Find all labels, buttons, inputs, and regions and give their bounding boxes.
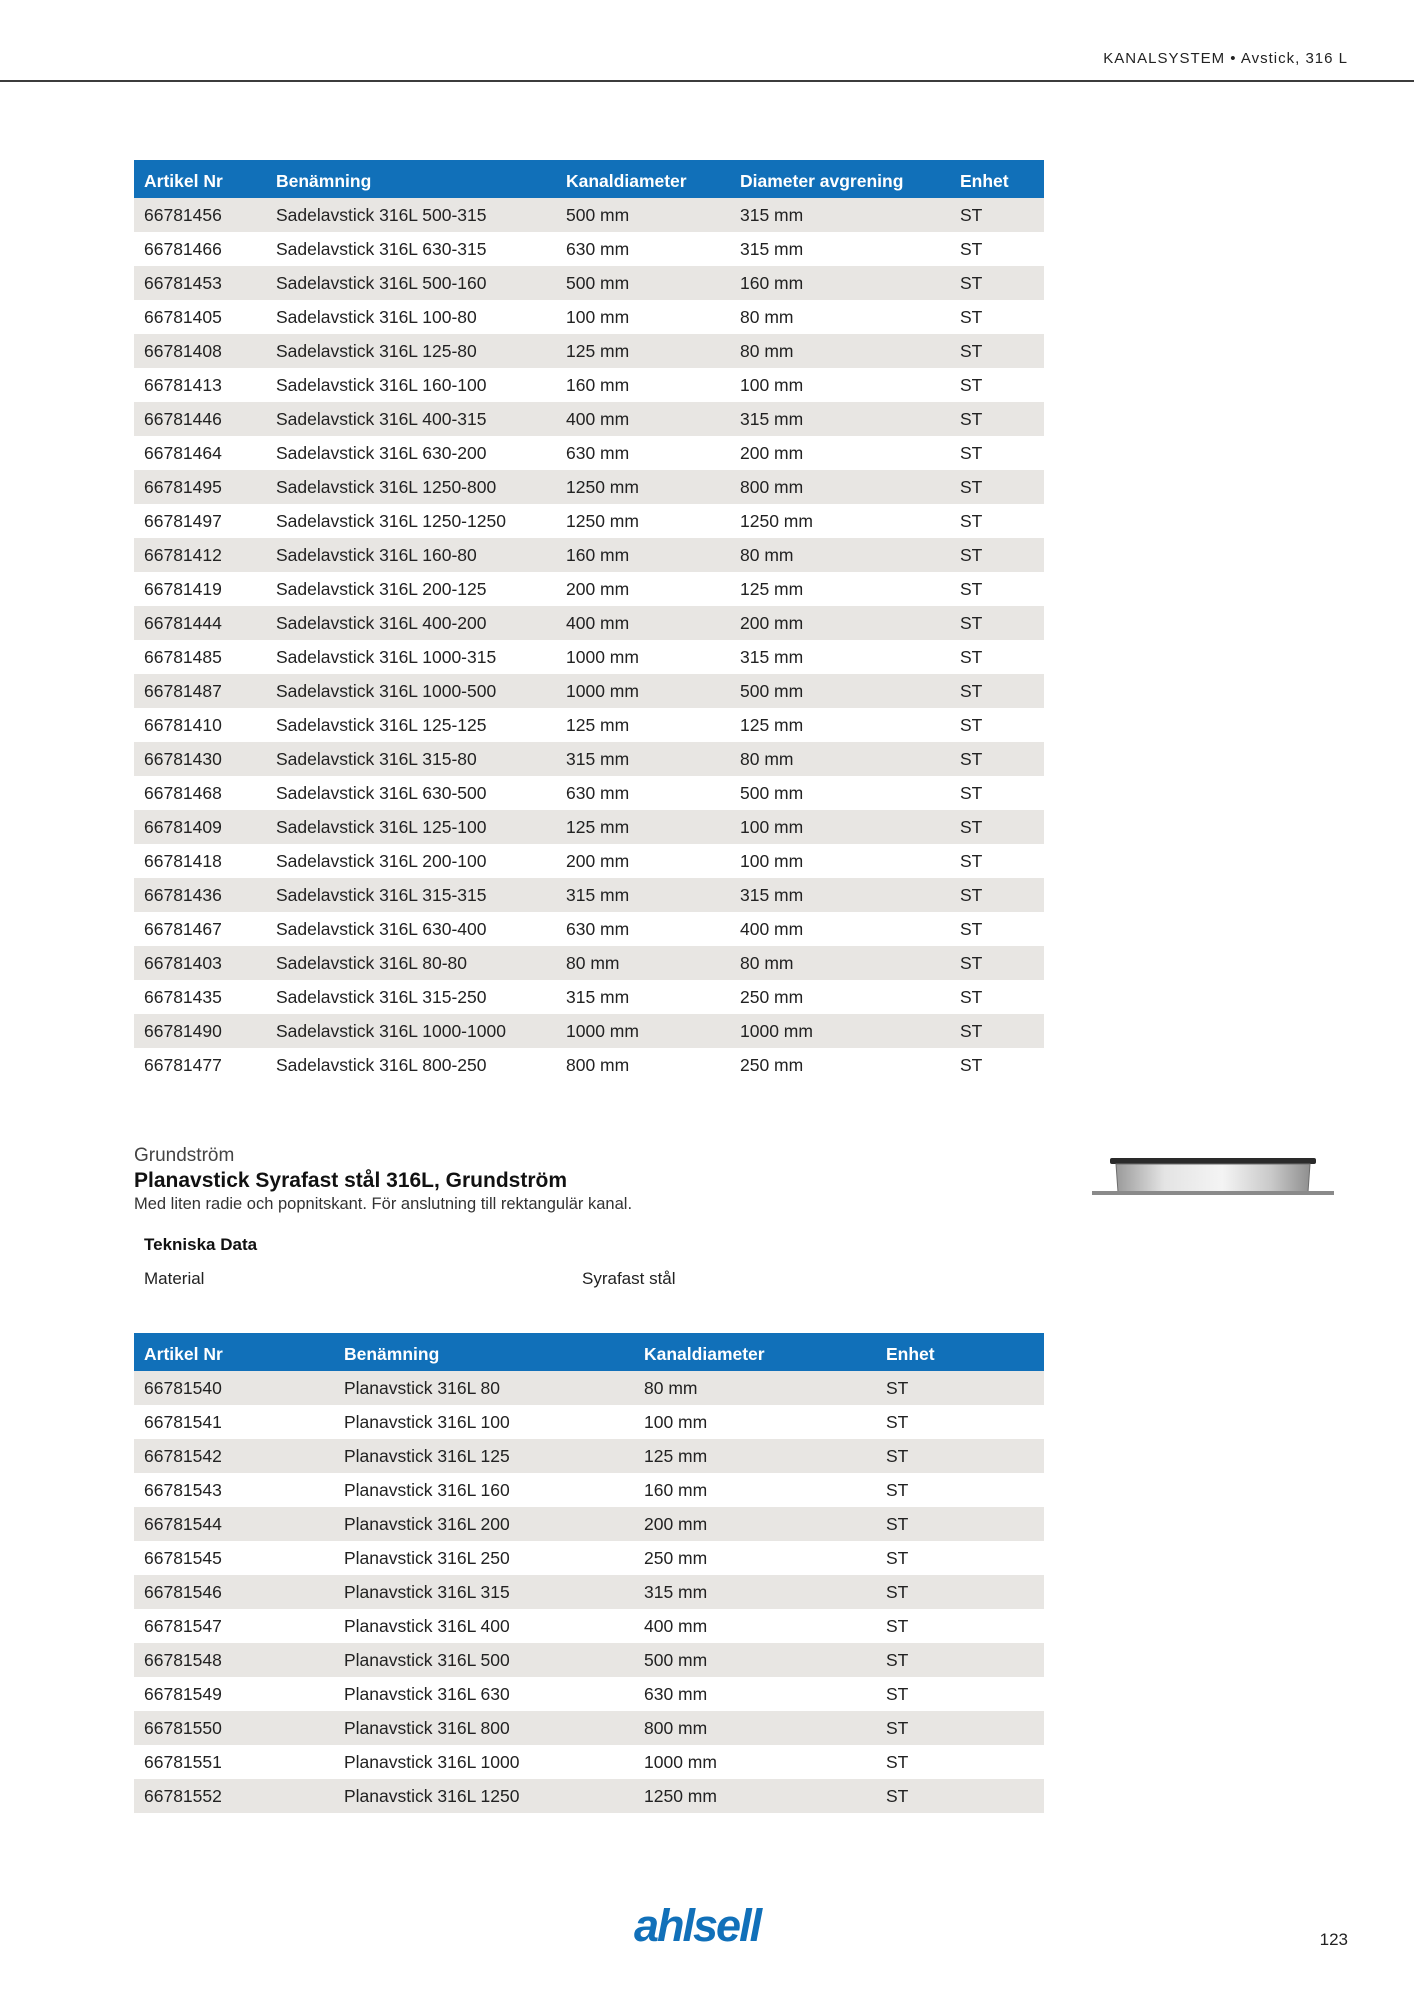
table-cell: 80 mm	[730, 946, 950, 980]
table-cell: Planavstick 316L 80	[334, 1371, 634, 1405]
table-cell: ST	[950, 232, 1044, 266]
table-cell: 80 mm	[730, 300, 950, 334]
table-cell: Sadelavstick 316L 100-80	[266, 300, 556, 334]
column-header: Kanaldiameter	[634, 1333, 876, 1371]
table-cell: ST	[876, 1541, 1044, 1575]
table-row	[134, 1711, 1044, 1745]
table-cell: Sadelavstick 316L 400-200	[266, 606, 556, 640]
table-cell: Sadelavstick 316L 315-315	[266, 878, 556, 912]
table-cell: 66781467	[134, 912, 266, 946]
table-cell: ST	[950, 606, 1044, 640]
table-row	[134, 1745, 1044, 1779]
table-cell: ST	[876, 1405, 1044, 1439]
table-row	[134, 1677, 1044, 1711]
table-cell: 66781552	[134, 1779, 334, 1813]
table-cell: Sadelavstick 316L 1000-1000	[266, 1014, 556, 1048]
column-header: Benämning	[334, 1333, 634, 1371]
table-cell: 200 mm	[730, 436, 950, 470]
table-cell: 1000 mm	[730, 1014, 950, 1048]
table-cell: ST	[950, 504, 1044, 538]
table-cell: Sadelavstick 316L 80-80	[266, 946, 556, 980]
table-cell: 1250 mm	[634, 1779, 876, 1813]
table-cell: ST	[950, 402, 1044, 436]
table-row	[134, 1014, 1044, 1048]
technical-data-value: Syrafast stål	[582, 1269, 676, 1288]
column-header: Artikel Nr	[134, 160, 266, 198]
table-cell: 1000 mm	[556, 640, 730, 674]
table-cell: 250 mm	[730, 1048, 950, 1082]
technical-data	[144, 1235, 944, 1299]
table-cell: ST	[876, 1643, 1044, 1677]
table-cell: 160 mm	[730, 266, 950, 300]
column-header: Benämning	[266, 160, 556, 198]
table-cell: 66781548	[134, 1643, 334, 1677]
table-cell: 66781544	[134, 1507, 334, 1541]
table-cell: ST	[950, 334, 1044, 368]
planavstick-table	[134, 1333, 1044, 1813]
table-cell: ST	[950, 368, 1044, 402]
table-cell: 315 mm	[730, 232, 950, 266]
table-cell: Sadelavstick 316L 1000-315	[266, 640, 556, 674]
table-cell: 66781549	[134, 1677, 334, 1711]
column-header: Artikel Nr	[134, 1333, 334, 1371]
table-cell: Planavstick 316L 1000	[334, 1745, 634, 1779]
table-row	[134, 504, 1044, 538]
table-cell: 66781446	[134, 402, 266, 436]
table-cell: 1250 mm	[556, 504, 730, 538]
table-cell: 315 mm	[730, 198, 950, 232]
table-cell: 160 mm	[556, 538, 730, 572]
table-cell: Sadelavstick 316L 125-125	[266, 708, 556, 742]
table-row	[134, 878, 1044, 912]
table-cell: 66781550	[134, 1711, 334, 1745]
table-cell: 630 mm	[556, 912, 730, 946]
table-cell: Planavstick 316L 1250	[334, 1779, 634, 1813]
table-row	[134, 1048, 1044, 1082]
table-row	[134, 1371, 1044, 1405]
table-cell: 400 mm	[556, 606, 730, 640]
table-row	[134, 1507, 1044, 1541]
table-cell: 66781410	[134, 708, 266, 742]
table-cell: 315 mm	[634, 1575, 876, 1609]
table-cell: 400 mm	[556, 402, 730, 436]
table-cell: 66781551	[134, 1745, 334, 1779]
table-cell: 66781547	[134, 1609, 334, 1643]
table-cell: 66781405	[134, 300, 266, 334]
table-cell: Sadelavstick 316L 1250-800	[266, 470, 556, 504]
table-row	[134, 912, 1044, 946]
table-header-row	[134, 160, 1044, 198]
table-cell: ST	[876, 1473, 1044, 1507]
table-cell: 66781543	[134, 1473, 334, 1507]
table-cell: Sadelavstick 316L 630-400	[266, 912, 556, 946]
table-cell: ST	[950, 708, 1044, 742]
table-cell: 66781453	[134, 266, 266, 300]
header-divider	[0, 80, 1414, 82]
table-cell: Planavstick 316L 630	[334, 1677, 634, 1711]
planavstick-product-image	[1088, 1152, 1338, 1202]
table-cell: 315 mm	[556, 742, 730, 776]
table-cell: 315 mm	[730, 640, 950, 674]
table-cell: 66781495	[134, 470, 266, 504]
table-cell: 66781409	[134, 810, 266, 844]
table-cell: 66781419	[134, 572, 266, 606]
technical-data-label: Material	[144, 1269, 205, 1288]
table-row	[134, 1779, 1044, 1813]
table-cell: 66781490	[134, 1014, 266, 1048]
table-row	[134, 538, 1044, 572]
table-cell: ST	[950, 776, 1044, 810]
table-cell: 66781466	[134, 232, 266, 266]
table-cell: Sadelavstick 316L 315-250	[266, 980, 556, 1014]
table-row	[134, 1609, 1044, 1643]
table-cell: ST	[950, 742, 1044, 776]
table-row	[134, 232, 1044, 266]
table-cell: 66781456	[134, 198, 266, 232]
table-cell: Sadelavstick 316L 500-160	[266, 266, 556, 300]
table-cell: Planavstick 316L 500	[334, 1643, 634, 1677]
table-cell: ST	[950, 912, 1044, 946]
table-cell: 80 mm	[634, 1371, 876, 1405]
table-cell: 66781487	[134, 674, 266, 708]
table-cell: 315 mm	[556, 878, 730, 912]
table-cell: 66781413	[134, 368, 266, 402]
sadelavstick-table	[134, 160, 1044, 1082]
table-cell: 100 mm	[730, 368, 950, 402]
table-cell: 66781541	[134, 1405, 334, 1439]
table-cell: Planavstick 316L 160	[334, 1473, 634, 1507]
column-header: Kanaldiameter	[556, 160, 730, 198]
table-cell: 315 mm	[730, 878, 950, 912]
page-header-text: KANALSYSTEM • Avstick, 316 L	[1103, 50, 1348, 67]
table-row	[134, 198, 1044, 232]
table-cell: 100 mm	[730, 844, 950, 878]
table-cell: ST	[876, 1745, 1044, 1779]
table-cell: Sadelavstick 316L 200-100	[266, 844, 556, 878]
table-cell: 66781408	[134, 334, 266, 368]
table-cell: 250 mm	[634, 1541, 876, 1575]
table-cell: Sadelavstick 316L 800-250	[266, 1048, 556, 1082]
table-cell: 100 mm	[556, 300, 730, 334]
table-cell: 315 mm	[556, 980, 730, 1014]
table-row	[134, 368, 1044, 402]
table-cell: Planavstick 316L 400	[334, 1609, 634, 1643]
table-cell: Sadelavstick 316L 125-100	[266, 810, 556, 844]
table-row	[134, 436, 1044, 470]
table-cell: 80 mm	[730, 742, 950, 776]
table-cell: 80 mm	[730, 538, 950, 572]
table-cell: 800 mm	[634, 1711, 876, 1745]
table-row	[134, 640, 1044, 674]
table-cell: 200 mm	[634, 1507, 876, 1541]
table-cell: Sadelavstick 316L 315-80	[266, 742, 556, 776]
table-cell: 400 mm	[730, 912, 950, 946]
table-cell: 66781485	[134, 640, 266, 674]
table-cell: 200 mm	[556, 572, 730, 606]
table-cell: 630 mm	[556, 776, 730, 810]
table-cell: 500 mm	[730, 674, 950, 708]
table-row	[134, 1541, 1044, 1575]
table-cell: Sadelavstick 316L 160-100	[266, 368, 556, 402]
table-row	[134, 1473, 1044, 1507]
table-cell: 630 mm	[556, 232, 730, 266]
table-cell: Planavstick 316L 315	[334, 1575, 634, 1609]
table-cell: ST	[876, 1677, 1044, 1711]
table-cell: Planavstick 316L 250	[334, 1541, 634, 1575]
column-header: Enhet	[950, 160, 1044, 198]
table-row	[134, 776, 1044, 810]
table-cell: 800 mm	[730, 470, 950, 504]
table-cell: 66781403	[134, 946, 266, 980]
table-row	[134, 572, 1044, 606]
table-cell: 66781542	[134, 1439, 334, 1473]
table-cell: 66781477	[134, 1048, 266, 1082]
product-category: Grundström	[134, 1145, 235, 1166]
product-title: Planavstick Syrafast stål 316L, Grundström	[134, 1169, 568, 1192]
table-row	[134, 1439, 1044, 1473]
table-cell: ST	[950, 470, 1044, 504]
table-cell: Sadelavstick 316L 200-125	[266, 572, 556, 606]
table-cell: ST	[950, 844, 1044, 878]
table-cell: 250 mm	[730, 980, 950, 1014]
table-cell: 66781468	[134, 776, 266, 810]
table-row	[134, 1643, 1044, 1677]
table-cell: ST	[950, 572, 1044, 606]
table-cell: Sadelavstick 316L 1250-1250	[266, 504, 556, 538]
table-cell: ST	[950, 1048, 1044, 1082]
table-row	[134, 266, 1044, 300]
table-cell: ST	[950, 300, 1044, 334]
table-cell: 100 mm	[730, 810, 950, 844]
ahlsell-logo: ahlsell	[634, 1900, 761, 1951]
table-cell: Sadelavstick 316L 1000-500	[266, 674, 556, 708]
table-cell: 160 mm	[634, 1473, 876, 1507]
table-row	[134, 980, 1044, 1014]
page-number: 123	[1319, 1930, 1348, 1949]
table-cell: ST	[950, 640, 1044, 674]
table-cell: 400 mm	[634, 1609, 876, 1643]
table-row	[134, 402, 1044, 436]
table-cell: 66781435	[134, 980, 266, 1014]
table-cell: 500 mm	[730, 776, 950, 810]
table-cell: ST	[950, 266, 1044, 300]
table-cell: ST	[950, 1014, 1044, 1048]
table-cell: ST	[950, 980, 1044, 1014]
table-header-row	[134, 1333, 1044, 1371]
product-description: Med liten radie och popnitskant. För anslutning till rektangulär kanal.	[134, 1195, 633, 1213]
table-cell: 66781436	[134, 878, 266, 912]
table-cell: Sadelavstick 316L 400-315	[266, 402, 556, 436]
table-cell: 630 mm	[556, 436, 730, 470]
table-cell: 80 mm	[556, 946, 730, 980]
table-cell: ST	[876, 1575, 1044, 1609]
table-cell: Planavstick 316L 800	[334, 1711, 634, 1745]
table-row	[134, 334, 1044, 368]
table-cell: 1250 mm	[730, 504, 950, 538]
table-cell: ST	[950, 810, 1044, 844]
table-cell: 125 mm	[556, 334, 730, 368]
table-row	[134, 946, 1044, 980]
table-cell: ST	[950, 198, 1044, 232]
table-cell: Sadelavstick 316L 630-200	[266, 436, 556, 470]
table-cell: 66781540	[134, 1371, 334, 1405]
table-cell: 125 mm	[730, 572, 950, 606]
technical-data-row	[144, 1269, 944, 1299]
technical-data-heading: Tekniska Data	[144, 1235, 258, 1254]
table-cell: ST	[876, 1507, 1044, 1541]
table-row	[134, 742, 1044, 776]
table-row	[134, 470, 1044, 504]
table-cell: ST	[876, 1779, 1044, 1813]
table-cell: 1000 mm	[556, 674, 730, 708]
table-cell: Planavstick 316L 200	[334, 1507, 634, 1541]
table-cell: 500 mm	[556, 198, 730, 232]
table-cell: 160 mm	[556, 368, 730, 402]
table-cell: 1250 mm	[556, 470, 730, 504]
table-cell: 80 mm	[730, 334, 950, 368]
column-header: Diameter avgrening	[730, 160, 950, 198]
table-cell: ST	[950, 674, 1044, 708]
table-row	[134, 300, 1044, 334]
table-cell: 66781418	[134, 844, 266, 878]
table-cell: 66781444	[134, 606, 266, 640]
table-cell: ST	[876, 1609, 1044, 1643]
table-row	[134, 674, 1044, 708]
table-row	[134, 1575, 1044, 1609]
product-section	[134, 1144, 1034, 1214]
table-cell: Sadelavstick 316L 500-315	[266, 198, 556, 232]
table-cell: Sadelavstick 316L 125-80	[266, 334, 556, 368]
table-cell: ST	[950, 436, 1044, 470]
table-cell: Sadelavstick 316L 160-80	[266, 538, 556, 572]
table-cell: 125 mm	[634, 1439, 876, 1473]
table-row	[134, 708, 1044, 742]
table-cell: Planavstick 316L 125	[334, 1439, 634, 1473]
table-cell: 100 mm	[634, 1405, 876, 1439]
table-cell: ST	[950, 878, 1044, 912]
table-cell: ST	[876, 1371, 1044, 1405]
table-cell: 315 mm	[730, 402, 950, 436]
table-row	[134, 606, 1044, 640]
table-cell: 500 mm	[556, 266, 730, 300]
table-cell: Planavstick 316L 100	[334, 1405, 634, 1439]
table-cell: 125 mm	[556, 810, 730, 844]
table-cell: 500 mm	[634, 1643, 876, 1677]
table-cell: Sadelavstick 316L 630-500	[266, 776, 556, 810]
table-cell: 66781546	[134, 1575, 334, 1609]
table-cell: ST	[876, 1711, 1044, 1745]
table-cell: 66781545	[134, 1541, 334, 1575]
table-cell: 800 mm	[556, 1048, 730, 1082]
table-cell: 1000 mm	[634, 1745, 876, 1779]
table-cell: ST	[876, 1439, 1044, 1473]
table-cell: 125 mm	[556, 708, 730, 742]
table-cell: ST	[950, 538, 1044, 572]
column-header: Enhet	[876, 1333, 1044, 1371]
table-cell: 66781497	[134, 504, 266, 538]
table-row	[134, 1405, 1044, 1439]
table-row	[134, 844, 1044, 878]
table-cell: 125 mm	[730, 708, 950, 742]
table-row	[134, 810, 1044, 844]
table-cell: 66781412	[134, 538, 266, 572]
table-cell: 66781464	[134, 436, 266, 470]
table-cell: 66781430	[134, 742, 266, 776]
table-cell: 1000 mm	[556, 1014, 730, 1048]
table-cell: 200 mm	[556, 844, 730, 878]
table-cell: ST	[950, 946, 1044, 980]
table-cell: 200 mm	[730, 606, 950, 640]
table-cell: 630 mm	[634, 1677, 876, 1711]
table-cell: Sadelavstick 316L 630-315	[266, 232, 556, 266]
